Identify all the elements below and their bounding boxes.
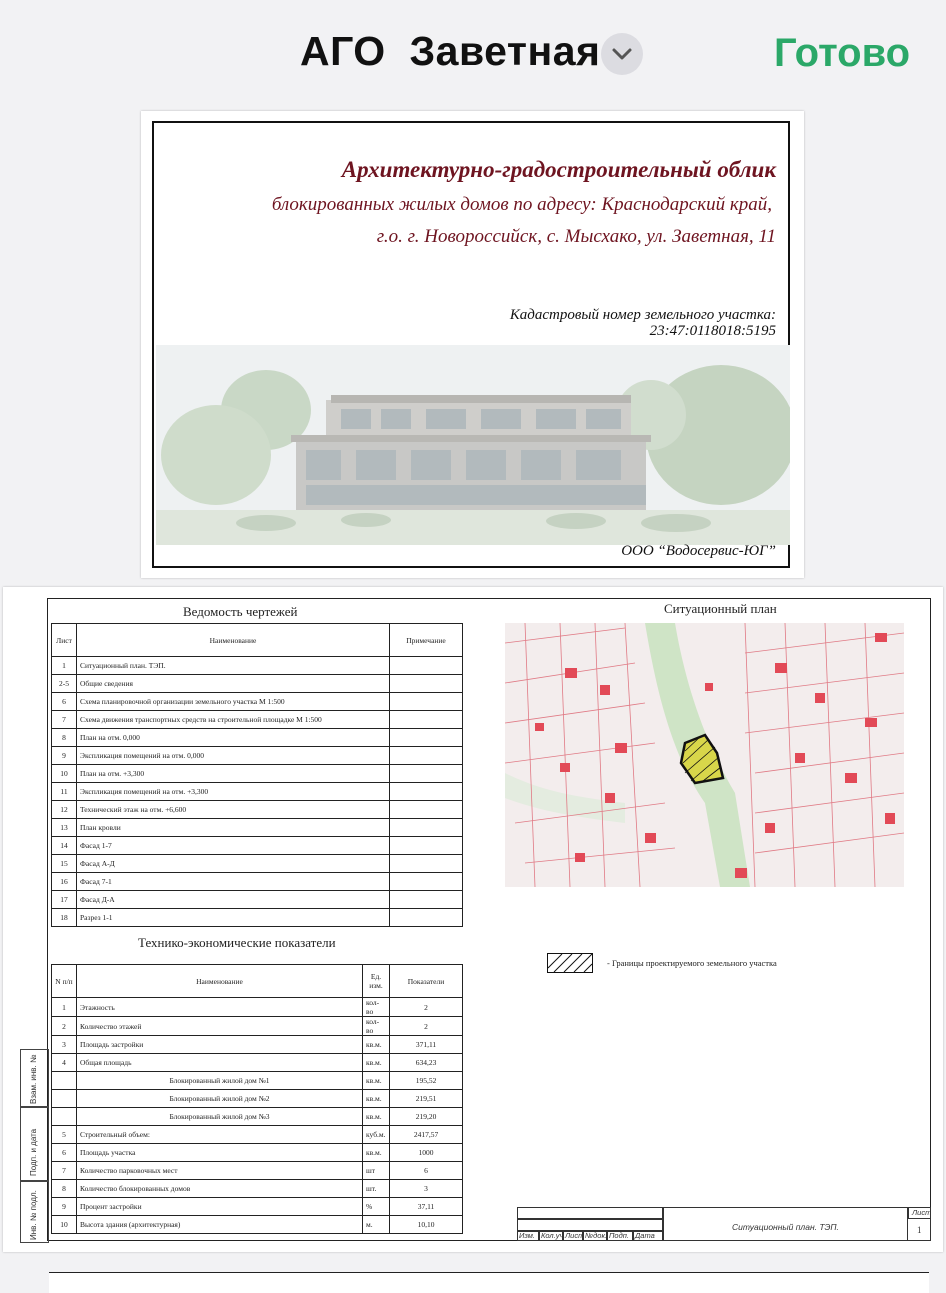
drawing-note [390, 711, 463, 729]
cover-subtitle-1: блокированных жилых домов по адресу: Краснодарский край, [271, 194, 772, 215]
title-block-sheet-number: 1 [917, 1225, 922, 1235]
tep-unit: кол-во [363, 1017, 390, 1036]
tep-number [52, 1072, 77, 1090]
drawing-note [390, 675, 463, 693]
legend-hatch-icon [547, 953, 593, 973]
cover-page [141, 111, 804, 578]
title-block-name: Ситуационный план. ТЭП. [732, 1222, 839, 1232]
title-block [517, 1207, 931, 1241]
tep-unit: кв.м. [363, 1108, 390, 1126]
drawing-name: Схема планировочной организации земельного участка М 1:500 [77, 693, 390, 711]
tep-unit: кв.м. [363, 1054, 390, 1072]
tep-name: Общая площадь [77, 1054, 363, 1072]
side-stamp-cell [20, 1107, 49, 1181]
tep-name: Блокированный жилой дом №2 [77, 1090, 363, 1108]
tep-name: Блокированный жилой дом №1 [77, 1072, 363, 1090]
side-stamp-cell [20, 1181, 49, 1243]
drawing-note [390, 819, 463, 837]
next-page [49, 1272, 929, 1293]
tep-value: 634,23 [390, 1054, 463, 1072]
cadastral-number: 23:47:0118018:5195 [649, 323, 776, 339]
drawing-name: Фасад А-Д [77, 855, 390, 873]
title-menu-button[interactable] [601, 33, 643, 75]
drawing-name: План на отм. 0,000 [77, 729, 390, 747]
legend-label: - Границы проектируемого земельного участка [607, 958, 777, 968]
chevron-down-icon [611, 46, 633, 62]
drawing-sheet-number: 10 [52, 765, 77, 783]
tep-value: 2 [390, 998, 463, 1017]
drawing-name: Разрез 1-1 [77, 909, 390, 927]
drawing-name: Технический этаж на отм. +6,600 [77, 801, 390, 819]
title-block-col-label: Кол.уч [541, 1231, 564, 1240]
cover-frame [152, 121, 790, 568]
title-block-sheet-label: Лист [912, 1208, 932, 1217]
tep-row [52, 1108, 463, 1126]
table-header-row [52, 624, 463, 657]
tep-name: Количество парковочных мест [77, 1162, 363, 1180]
drawing-row [52, 675, 463, 693]
side-stamp-label: Инв. № подл. [29, 1190, 38, 1240]
tep-value: 37,11 [390, 1198, 463, 1216]
tep-value: 195,52 [390, 1072, 463, 1090]
tep-name: Площадь застройки [77, 1036, 363, 1054]
drawing-note [390, 729, 463, 747]
tep-value: 1000 [390, 1144, 463, 1162]
tep-row [52, 1036, 463, 1054]
title-block-col-label: Подп. [609, 1231, 629, 1240]
tep-number [52, 1108, 77, 1126]
drawing-note [390, 891, 463, 909]
drawing-note [390, 909, 463, 927]
drawing-sheet-number: 16 [52, 873, 77, 891]
done-button[interactable]: Готово [774, 31, 911, 75]
table-header-row [52, 965, 463, 998]
drawing-row [52, 909, 463, 927]
tep-number: 9 [52, 1198, 77, 1216]
drawing-name: Схема движения транспортных средств на строительной площадке М 1:500 [77, 711, 390, 729]
drawing-row [52, 837, 463, 855]
tep-number: 2 [52, 1017, 77, 1036]
drawings-table [51, 623, 463, 927]
cadastral-label: Кадастровый номер земельного участка: [509, 307, 776, 323]
tep-number: 1 [52, 998, 77, 1017]
organization-name: ООО “Водосервис-ЮГ” [621, 543, 776, 559]
tep-name: Количество блокированных домов [77, 1180, 363, 1198]
drawing-name: Фасад Д-А [77, 891, 390, 909]
header-cell: N п/п [52, 965, 77, 998]
tep-name: Площадь участка [77, 1144, 363, 1162]
header-cell: Примечание [390, 624, 463, 657]
tep-name: Высота здания (архитектурная) [77, 1216, 363, 1234]
tep-value: 219,51 [390, 1090, 463, 1108]
tep-row [52, 1126, 463, 1144]
situation-plan-title: Ситуационный план [664, 601, 777, 616]
drawing-sheet-number: 1 [52, 657, 77, 675]
drawing-sheet-number: 18 [52, 909, 77, 927]
tep-row [52, 1144, 463, 1162]
title-block-row-line [517, 1219, 663, 1231]
drawing-name: Экспликация помещений на отм. 0,000 [77, 747, 390, 765]
tep-number: 3 [52, 1036, 77, 1054]
drawing-sheet-number: 9 [52, 747, 77, 765]
tep-name: Строительный объем: [77, 1126, 363, 1144]
side-stamp [20, 1049, 49, 1243]
tep-value: 371,11 [390, 1036, 463, 1054]
cover-subtitle-2: г.о. г. Новороссийск, с. Мысхако, ул. Заветная, 11 [376, 226, 776, 247]
tep-title: Технико-экономические показатели [138, 935, 336, 950]
tep-unit: шт. [363, 1180, 390, 1198]
tep-row [52, 1072, 463, 1090]
top-bar [0, 0, 946, 106]
drawing-name: Фасад 1-7 [77, 837, 390, 855]
tep-number: 5 [52, 1126, 77, 1144]
tep-row [52, 1054, 463, 1072]
drawing-sheet-number: 17 [52, 891, 77, 909]
tep-unit: кв.м. [363, 1072, 390, 1090]
tep-value: 219,20 [390, 1108, 463, 1126]
header-cell: Ед. изм. [363, 965, 390, 998]
drawing-note [390, 837, 463, 855]
tep-number: 10 [52, 1216, 77, 1234]
drawing-row [52, 765, 463, 783]
header-cell: Лист [52, 624, 77, 657]
drawing-row [52, 693, 463, 711]
drawing-row [52, 783, 463, 801]
tep-row [52, 1162, 463, 1180]
tep-value: 2 [390, 1017, 463, 1036]
header-cell: Показатели [390, 965, 463, 998]
tep-row [52, 1180, 463, 1198]
drawing-sheet-number: 2-5 [52, 675, 77, 693]
tep-value: 2417,57 [390, 1126, 463, 1144]
drawing-row [52, 711, 463, 729]
situation-map [505, 623, 904, 887]
side-stamp-cell [20, 1049, 49, 1107]
tep-name: Этажность [77, 998, 363, 1017]
drawing-row [52, 657, 463, 675]
drawing-row [52, 801, 463, 819]
tep-unit: кол-во [363, 998, 390, 1017]
tep-value: 3 [390, 1180, 463, 1198]
tep-unit: куб.м. [363, 1126, 390, 1144]
tep-unit: кв.м. [363, 1036, 390, 1054]
title-block-col-label: Дата [635, 1231, 655, 1240]
drawing-sheet-number: 15 [52, 855, 77, 873]
tep-unit: кв.м. [363, 1090, 390, 1108]
drawing-note [390, 801, 463, 819]
tep-row [52, 1017, 463, 1036]
drawing-sheet-number: 11 [52, 783, 77, 801]
drawing-row [52, 819, 463, 837]
tep-value: 10,10 [390, 1216, 463, 1234]
drawing-sheet-number: 12 [52, 801, 77, 819]
title-block-col-label: Лист [565, 1231, 585, 1240]
tep-name: Количество этажей [77, 1017, 363, 1036]
drawing-row [52, 891, 463, 909]
drawing-row [52, 873, 463, 891]
drawing-name: План на отм. +3,300 [77, 765, 390, 783]
tep-unit: шт [363, 1162, 390, 1180]
cover-title: Архитектурно-градостроительный облик [341, 157, 776, 182]
tep-unit: % [363, 1198, 390, 1216]
drawing-note [390, 765, 463, 783]
drawing-row [52, 747, 463, 765]
drawing-row [52, 855, 463, 873]
tep-value: 6 [390, 1162, 463, 1180]
tep-name: Процент застройки [77, 1198, 363, 1216]
tep-row [52, 1216, 463, 1234]
building-rendering [156, 345, 790, 545]
header-cell: Наименование [77, 624, 390, 657]
title-block-col-label: Изм. [519, 1231, 535, 1240]
tep-table [51, 964, 463, 1234]
drawing-sheet-number: 8 [52, 729, 77, 747]
drawing-row [52, 729, 463, 747]
tep-number: 6 [52, 1144, 77, 1162]
title-block-col-label: №док. [585, 1231, 608, 1240]
drawing-sheet-number: 14 [52, 837, 77, 855]
tep-number: 8 [52, 1180, 77, 1198]
drawing-note [390, 855, 463, 873]
side-stamp-label: Подп. и дата [29, 1128, 38, 1176]
tep-row [52, 1198, 463, 1216]
drawing-note [390, 747, 463, 765]
tep-number: 7 [52, 1162, 77, 1180]
drawing-note [390, 783, 463, 801]
drawing-name: Фасад 7-1 [77, 873, 390, 891]
document-title[interactable]: АГО Заветная [300, 28, 601, 74]
sheet-page [3, 587, 943, 1252]
tep-row [52, 1090, 463, 1108]
drawing-name: Ситуационный план. ТЭП. [77, 657, 390, 675]
tep-number [52, 1090, 77, 1108]
drawing-name: Общие сведения [77, 675, 390, 693]
drawing-sheet-number: 6 [52, 693, 77, 711]
drawing-name: План кровли [77, 819, 390, 837]
tep-unit: м. [363, 1216, 390, 1234]
drawing-note [390, 873, 463, 891]
drawing-note [390, 657, 463, 675]
drawings-list-title: Ведомость чертежей [183, 604, 298, 619]
tep-row [52, 998, 463, 1017]
drawing-sheet-number: 7 [52, 711, 77, 729]
drawing-name: Экспликация помещений на отм. +3,300 [77, 783, 390, 801]
tep-unit: кв.м. [363, 1144, 390, 1162]
side-stamp-label: Взам. инв. № [29, 1054, 38, 1104]
tep-number: 4 [52, 1054, 77, 1072]
header-cell: Наименование [77, 965, 363, 998]
title-block-row-line [517, 1207, 663, 1219]
tep-name: Блокированный жилой дом №3 [77, 1108, 363, 1126]
drawing-sheet-number: 13 [52, 819, 77, 837]
drawing-note [390, 693, 463, 711]
